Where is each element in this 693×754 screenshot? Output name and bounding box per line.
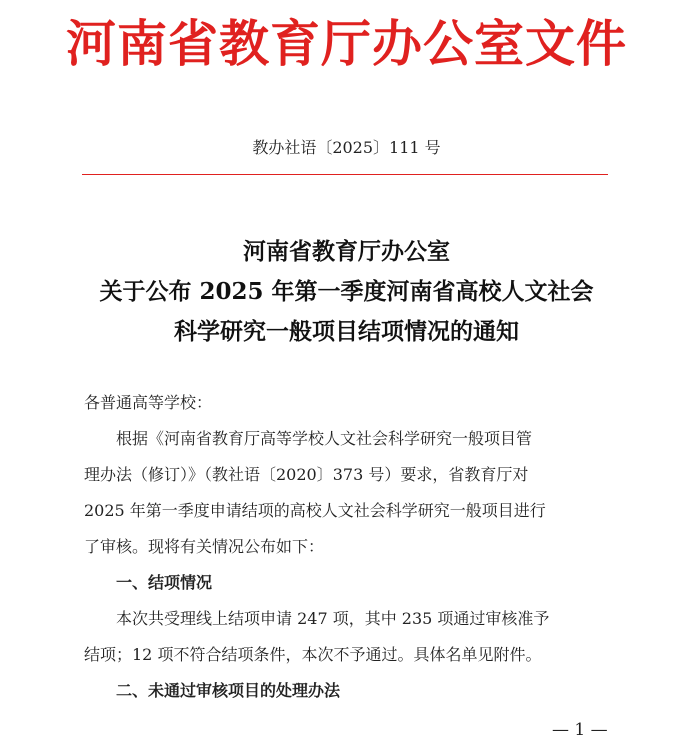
intro-line: 2025 年第一季度申请结项的高校人文社会科学研究一般项目进行 xyxy=(84,501,546,520)
title-line: 河南省教育厅办公室 xyxy=(243,238,450,265)
intro-line: 根据《河南省教育厅高等学校人文社会科学研究一般项目管 xyxy=(116,429,533,448)
section-heading-1: 一、结项情况 xyxy=(116,573,213,592)
title-line: 科学研究一般项目结项情况的通知 xyxy=(174,318,519,345)
section-heading-2: 二、未通过审核项目的处理办法 xyxy=(116,681,341,700)
intro-line: 了审核。现将有关情况公布如下： xyxy=(84,537,325,556)
page-number: — 1 — xyxy=(552,720,608,740)
salutation: 各普通高等学校： xyxy=(84,393,213,412)
title-line: 关于公布 2025 年第一季度河南省高校人文社会 xyxy=(99,278,594,305)
notice-body xyxy=(84,385,616,709)
red-divider-line xyxy=(82,174,608,175)
document-number: 教办社语〔2025〕111 号 xyxy=(252,138,441,157)
section1-line: 本次共受理线上结项申请 247 项，其中 235 项通过审核准予 xyxy=(116,609,550,628)
document-header-title: 河南省教育厅办公室文件 xyxy=(66,14,627,73)
notice-title xyxy=(60,232,633,352)
section1-line: 结项；12 项不符合结项条件，本次不予通过。具体名单见附件。 xyxy=(84,645,542,664)
intro-line: 理办法（修订）》（教社语〔2020〕373 号）要求，省教育厅对 xyxy=(84,465,529,484)
